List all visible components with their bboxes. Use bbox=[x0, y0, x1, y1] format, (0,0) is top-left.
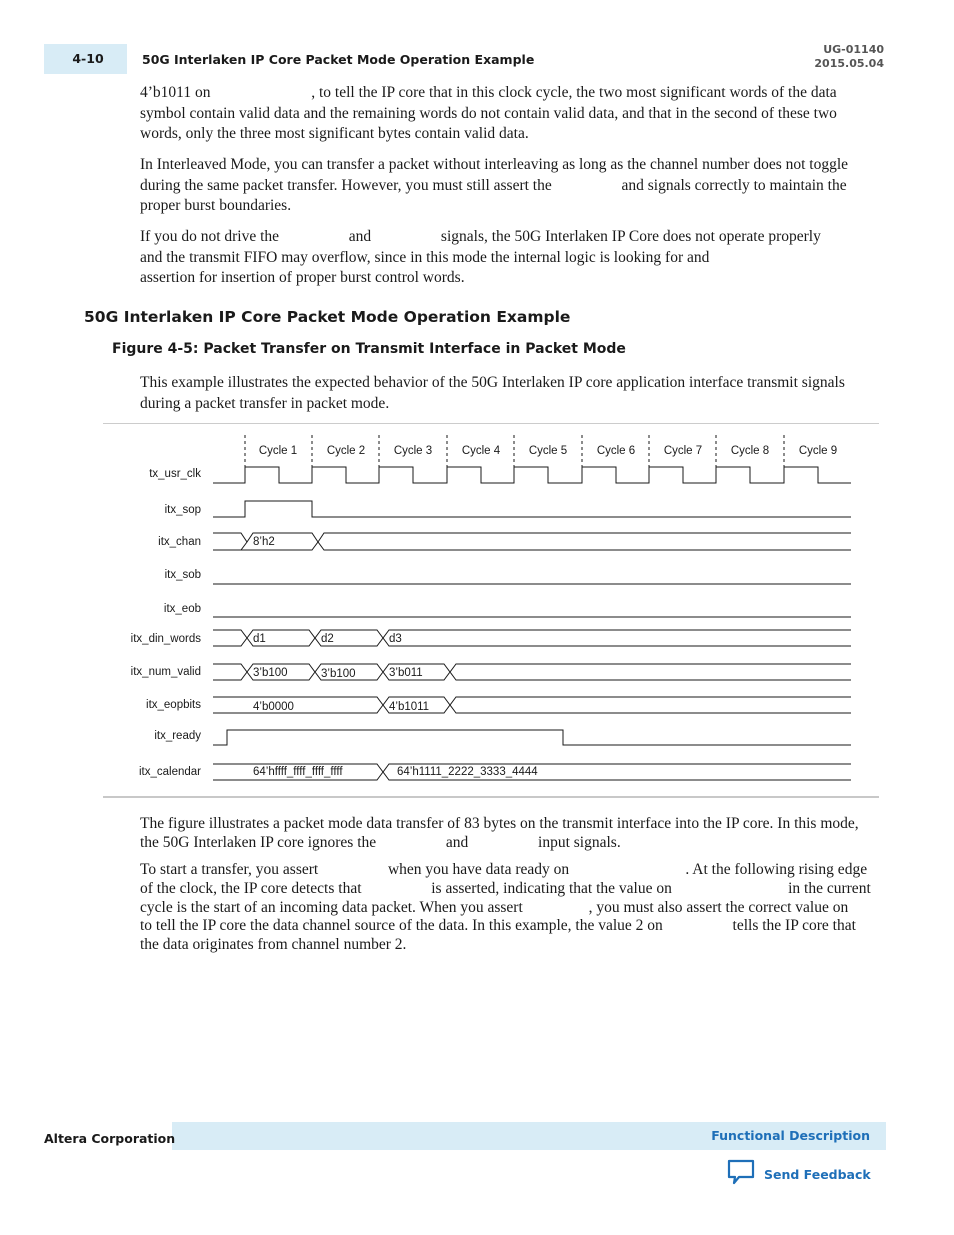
cycle-label: Cycle 6 bbox=[596, 445, 636, 457]
cycle-label: Cycle 2 bbox=[326, 445, 366, 457]
cycle-label: Cycle 9 bbox=[798, 445, 838, 457]
chan-waveform bbox=[213, 533, 851, 550]
signal-name-eob: itx_eob bbox=[163, 603, 201, 615]
running-header-title: 50G Interlaken IP Core Packet Mode Operation Example bbox=[142, 52, 535, 67]
body-paragraph-2: To start a transfer, you assert when you have data ready on . At the following rising edge of the clock, the IP core detects that is asserted, indicating that the value on in the current cycle is the start of an incoming data packet. When you assert , you must also assert the correct value on to tell the IP core the data channel source of the data. In this example, the value 2 on tells the IP core that the data originates from channel number 2. bbox=[140, 861, 918, 954]
signal-name-chan: itx_chan bbox=[158, 536, 201, 548]
section-heading: 50G Interlaken IP Core Packet Mode Operation Example bbox=[84, 308, 571, 326]
figure-top-rule bbox=[103, 423, 879, 424]
din-value-2: d2 bbox=[321, 633, 334, 645]
figure-description: This example illustrates the expected behavior of the 50G Interlaken IP core application interface transmit signals during a packet transfer in packet mode. bbox=[140, 374, 845, 412]
clk-waveform bbox=[213, 467, 851, 483]
calendar-value-1: 64’hffff_ffff_ffff_ffff bbox=[253, 766, 343, 778]
signal-name-sob: itx_sob bbox=[164, 569, 201, 581]
send-feedback-label: Send Feedback bbox=[764, 1167, 871, 1182]
num-valid-waveform bbox=[213, 664, 851, 680]
cycle-label: Cycle 7 bbox=[663, 445, 703, 457]
cycle-label: Cycle 3 bbox=[393, 445, 433, 457]
signal-name-clk: tx_usr_clk bbox=[149, 468, 201, 480]
din-value-1: d1 bbox=[253, 633, 266, 645]
intro-paragraph-3: If you do not drive the and signals, the 50G Interlaken IP Core does not operate properly and the transmit FIFO may overflow, since in this mode the internal logic is looking for and assertion for insertion of proper burst control words. bbox=[140, 228, 825, 286]
eopbits-waveform bbox=[213, 697, 851, 713]
cycle-label: Cycle 8 bbox=[730, 445, 770, 457]
cycle-label: Cycle 1 bbox=[258, 445, 298, 457]
signal-names bbox=[131, 468, 202, 778]
intro-paragraph-2: In Interleaved Mode, you can transfer a packet without interleaving as long as the channel number does not toggle during the same packet transfer. However, you must still assert the and signals correctly to maintain the proper burst boundaries. bbox=[140, 156, 852, 214]
num-valid-value-3: 3’b011 bbox=[389, 667, 423, 679]
calendar-value-2: 64’h1111_2222_3333_4444 bbox=[397, 766, 538, 778]
document-id bbox=[814, 43, 884, 71]
chan-value: 8’h2 bbox=[253, 536, 275, 548]
timing-diagram bbox=[103, 425, 879, 795]
cycle-label: Cycle 4 bbox=[461, 445, 501, 457]
sop-waveform bbox=[213, 501, 851, 517]
body-paragraph-1: The figure illustrates a packet mode data transfer of 83 bytes on the transmit interface into the IP core. In this mode, the 50G Interlaken IP core ignores the and input signals. bbox=[140, 815, 863, 851]
num-valid-value-1: 3’b100 bbox=[253, 667, 288, 679]
doc-number: UG-01140 bbox=[823, 43, 884, 56]
eopbits-value-2: 4’b1011 bbox=[389, 701, 430, 713]
signal-name-sop: itx_sop bbox=[164, 504, 201, 516]
signal-name-num-valid: itx_num_valid bbox=[130, 666, 201, 678]
signal-name-din-words: itx_din_words bbox=[130, 633, 201, 645]
figure-bottom-rule bbox=[103, 796, 879, 798]
speech-bubble-icon bbox=[726, 1158, 756, 1191]
eopbits-value-1: 4’b0000 bbox=[253, 701, 294, 713]
cycle-label: Cycle 5 bbox=[528, 445, 568, 457]
bus-values bbox=[253, 536, 538, 778]
signal-name-ready: itx_ready bbox=[154, 730, 201, 742]
ready-waveform bbox=[213, 730, 851, 745]
footer-section-link[interactable]: Functional Description bbox=[711, 1128, 870, 1143]
intro-paragraph-1: 4’b1011 on , to tell the IP core that in this clock cycle, the two most significant words of the data symbol contain valid data and the remaining words do not contain valid data, and that in the second of these two words, only the three most significant bytes contain valid data. bbox=[140, 84, 841, 142]
doc-date: 2015.05.04 bbox=[814, 57, 884, 70]
din-value-3: d3 bbox=[389, 633, 402, 645]
num-valid-value-2: 3’b100 bbox=[321, 668, 356, 680]
send-feedback-link[interactable] bbox=[726, 1158, 871, 1191]
din-words-waveform bbox=[213, 630, 851, 646]
signal-name-eopbits: itx_eopbits bbox=[146, 699, 201, 711]
page-number: 4-10 bbox=[72, 51, 104, 66]
signal-name-calendar: itx_calendar bbox=[138, 766, 201, 778]
cycle-labels bbox=[259, 445, 837, 457]
footer-company: Altera Corporation bbox=[44, 1131, 176, 1146]
figure-title: Figure 4-5: Packet Transfer on Transmit Interface in Packet Mode bbox=[112, 341, 626, 357]
